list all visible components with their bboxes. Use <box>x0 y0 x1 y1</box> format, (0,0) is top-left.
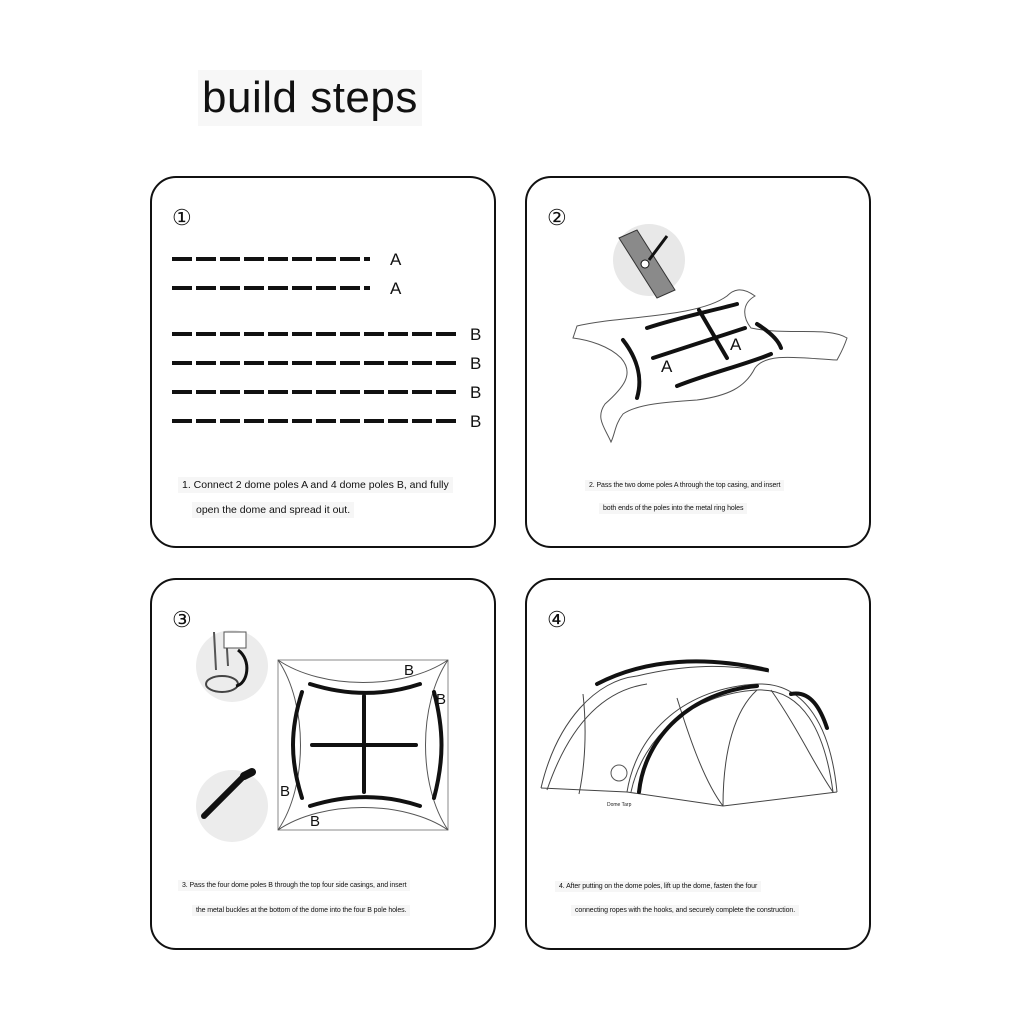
step-1-caption-line-2: open the dome and spread it out. <box>192 502 354 518</box>
label-b-3: B <box>470 383 482 402</box>
step-2-caption-line-2: both ends of the poles into the metal ring holes <box>599 503 747 514</box>
step-number: ④ <box>547 607 567 632</box>
step-4-panel <box>525 578 871 950</box>
label-b-4: B <box>470 412 482 431</box>
label-b-bottom: B <box>310 813 321 830</box>
step-1-panel <box>150 176 496 548</box>
page-title: build steps <box>198 70 422 126</box>
label-b-right: B <box>436 691 447 708</box>
step-number: ③ <box>172 607 192 632</box>
step-2-panel <box>525 176 871 548</box>
step-1-caption-line-1: 1. Connect 2 dome poles A and 4 dome poles B, and fully <box>178 477 453 493</box>
brand-logo-icon <box>611 765 627 781</box>
ring-detail-inset <box>613 224 685 298</box>
step-2-caption-line-1: 2. Pass the two dome poles A through the top casing, and insert <box>585 480 784 491</box>
pole-tip-detail-inset <box>196 770 268 842</box>
step-3-illustration <box>152 580 498 952</box>
step-number: ① <box>172 205 192 230</box>
label-b-2: B <box>470 354 482 373</box>
label-a-2: A <box>390 279 402 298</box>
step-number: ② <box>547 205 567 230</box>
label-a-1: A <box>390 250 402 269</box>
step-1-illustration <box>152 178 498 550</box>
step-3-caption-line-1: 3. Pass the four dome poles B through the top four side casings, and insert <box>178 880 410 891</box>
step-4-caption-line-2: connecting ropes with the hooks, and securely complete the construction. <box>571 905 799 916</box>
label-b-left: B <box>280 783 291 800</box>
step-4-caption-line-1: 4. After putting on the dome poles, lift up the dome, fasten the four <box>555 881 761 892</box>
buckle-detail-inset <box>196 630 268 702</box>
tent-brand-label: Dome Tarp <box>607 802 632 808</box>
step-4-illustration <box>527 580 873 952</box>
label-b-top: B <box>404 662 415 679</box>
step-3-panel <box>150 578 496 950</box>
label-a-1: A <box>661 357 673 376</box>
step-2-illustration <box>527 178 873 550</box>
step-3-caption-line-2: the metal buckles at the bottom of the dome into the four B pole holes. <box>192 905 410 916</box>
label-a-2: A <box>730 335 742 354</box>
label-b-1: B <box>470 325 482 344</box>
